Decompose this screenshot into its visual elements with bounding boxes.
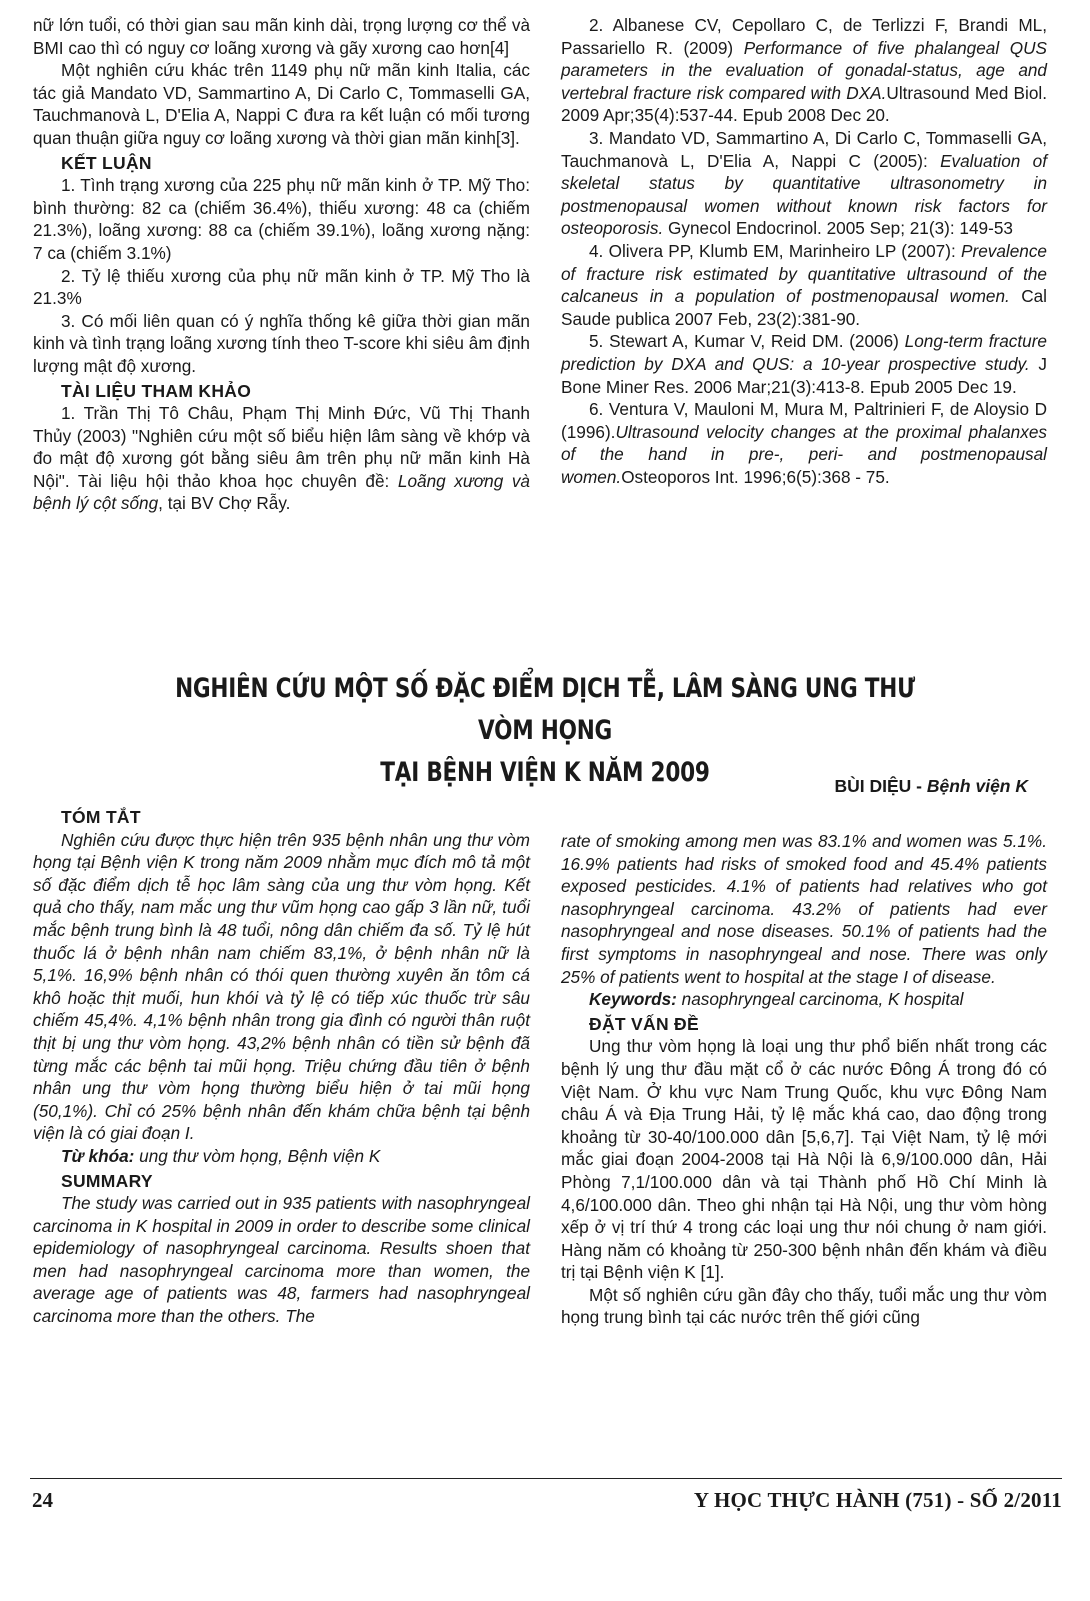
- summary-text-left: The study was carried out in 935 patients with nasophryngeal carcinoma in K hospital in 2009 in order to describe some clinical epidemiology of nasophryngeal carcinoma. Results shoen that men had nasophryngeal carcinoma more than women, the average age of patients was 48, farmers had nasophryngeal carcinoma more than the others. The: [33, 1193, 530, 1327]
- keywords-vi: [33, 1145, 530, 1168]
- article-author: [834, 776, 1028, 797]
- keywords-vi-text: ung thư vòm họng, Bệnh viện K: [134, 1145, 381, 1166]
- reference-1: 1. Trần Thị Tô Châu, Phạm Thị Minh Đức, Vũ Thị Thanh Thủy (2003) "Nghiên cứu một số biểu hiện lâm sàng về khớp và đo mật độ xương gót bằng siêu âm trên phụ nữ mãn kinh Hà Nội". Tài liệu hội thảo khoa học chuyên đề: Loãng xương và bệnh lý cột sống, tại BV Chợ Rẫy.: [33, 403, 530, 514]
- keywords-vi-label: Từ khóa:: [61, 1145, 135, 1166]
- author-name: BÙI DIỆU -: [834, 776, 927, 796]
- prev-paragraph-1: nữ lớn tuổi, có thời gian sau mãn kinh dài, trọng lượng cơ thể và BMI cao thì có nguy cơ loãng xương và gãy xương cao hơn[4]: [33, 15, 530, 58]
- reference-4: 4. Olivera PP, Klumb EM, Marinheiro LP (2007): Prevalence of fracture risk estimated by quantitative ultrasound of the calcaneus in a population of postmenopausal women. Cal Saude publica 2007 Feb, 23(2):381-90.: [561, 240, 1047, 329]
- prev-paragraph-2: Một nghiên cứu khác trên 1149 phụ nữ mãn kinh Italia, các tác giả Mandato VD, Sammartino A, Di Carlo C, Tommaselli GA, Tauchmanovà L, D'Elia A, Nappi C đưa ra kết luận có mối tương quan thuận giữa nguy cơ loãng xương và thời gian mãn kinh[3].: [33, 60, 530, 148]
- reference-6: 6. Ventura V, Mauloni M, Mura M, Paltrinieri F, de Aloysio D (1996).Ultrasound velocity changes at the proximal phalanxes of the hand in pre-, peri- and postmenopausal women.Osteoporos Int. 1996;6(5):368 - 75.: [561, 399, 1047, 487]
- conclusion-item-3: 3. Có mối liên quan có ý nghĩa thống kê giữa thời gian mãn kinh và tình trạng loãng xương tính theo T-score khi siêu âm định lượng mật độ xương.: [33, 310, 530, 376]
- prev-article-left-column: [33, 14, 530, 515]
- article-left-column: [33, 804, 530, 1328]
- references-heading: TÀI LIỆU THAM KHẢO: [61, 380, 252, 401]
- author-affiliation: Bệnh viện K: [926, 776, 1028, 796]
- journal-name: Y HỌC THỰC HÀNH (751) - SỐ 2/2011: [693, 1488, 1062, 1512]
- footer-rule: [30, 1478, 1062, 1479]
- keywords-en-label: Keywords:: [589, 989, 677, 1010]
- conclusion-heading: KẾT LUẬN: [61, 152, 152, 173]
- article-right-column: [561, 830, 1047, 1329]
- abstract-vi-text: Nghiên cứu được thực hiện trên 935 bệnh nhân ung thư vòm họng tại Bệnh viện K trong năm 2009 nhằm mục đích mô tả một số đặc điểm dịch tễ học lâm sàng của ung thư vòm họng. Kết quả cho thấy, nam mắc ung thư vũm họng cao gấp 3 lần nữ, tuổi mắc bệnh trung bình là 48 tuổi, nông dân chiếm đa số. Tỷ lệ hút thuốc lá ở bệnh nhân nam chiếm 83,1%, ở bệnh nhân nữ là 5,1%. 16,9% bệnh nhân có thói quen thường xuyên ăn tôm cá khô hoặc thịt muối, hun khói và tỷ lệ có tiếp xúc thuốc trừ sâu chiếm 45,4%. 4,1% bệnh nhân trong gia đình có người thân ruột thịt bị ung thư vòm họng. 43,2% bệnh nhân có tiền sử bệnh đã từng mắc các bệnh tai mũi họng. Triệu chứng đầu tiên ở bệnh nhân ung thư vòm họng thường biểu hiện ở tai mũi họng (50,1%). Chỉ có 25% bệnh nhân đến khám chữa bệnh tại bệnh viện là có giai đoạn I.: [33, 829, 530, 1144]
- reference-3: 3. Mandato VD, Sammartino A, Di Carlo C, Tommaselli GA, Tauchmanovà L, D'Elia A, Nappi C (2005): Evaluation of skeletal status by quantitative ultrasonometry in postmenopausal women without known risk factors for osteoporosis. Gynecol Endocrinol. 2005 Sep; 21(3): 149-53: [561, 127, 1047, 239]
- summary-heading: SUMMARY: [61, 1170, 153, 1191]
- intro-paragraph-2: Một số nghiên cứu gần đây cho thấy, tuổi mắc ung thư vòm họng trung bình tại các nước trên thế giới cũng: [561, 1284, 1047, 1328]
- keywords-en-text: nasophryngeal carcinoma, K hospital: [676, 989, 964, 1010]
- page-number: 24: [32, 1488, 53, 1512]
- conclusion-item-1: 1. Tình trạng xương của 225 phụ nữ mãn kinh ở TP. Mỹ Tho: bình thường: 82 ca (chiếm 36.4%), thiếu xương: 48 ca (chiếm 21.3%), loãng xương: 88 ca (chiếm 39.1%), loãng xương nặng: 7 ca (chiếm 3.1%): [33, 175, 530, 263]
- abstract-vi-heading: TÓM TẮT: [61, 807, 141, 827]
- keywords-en: [561, 988, 1047, 1011]
- reference-2: 2. Albanese CV, Cepollaro C, de Terlizzi F, Brandi ML, Passariello R. (2009) Performance of five phalangeal QUS parameters in the evaluation of gonadal-status, age and vertebral fracture risk compared with DXA.Ultrasound Med Biol. 2009 Apr;35(4):537-44. Epub 2008 Dec 20.: [561, 15, 1047, 126]
- intro-paragraph-1: Ung thư vòm họng là loại ung thư phổ biến nhất trong các bệnh lý ung thư đầu mặt cổ ở các nước Đông Á trong đó có Việt Nam. Ở khu vực Nam Trung Quốc, khu vực Đông Nam châu Á và Địa Trung Hải, tỷ lệ mắc khá cao, dao động trong khoảng từ 30-40/100.000 dân [5,6,7]. Tại Việt Nam, tỷ lệ mới mắc giai đoạn 2004-2008 tại Hà Nội là 6,9/100.000 dân, Hải Phòng 7,1/100.000 dân và tại Thành phố Hồ Chí Minh là 4,6/100.000 dân. Theo ghi nhận tại Hà Nội, ung thư vòm hòng xếp ở vị trí thứ 4 trong các loại ung thư nói chung ở nam giới. Hàng năm có khoảng từ 250-300 bệnh nhân đến khám và điều trị tại Bệnh viện K [1].: [561, 1036, 1047, 1283]
- article-title-line-1: NGHIÊN CỨU MỘT SỐ ĐẶC ĐIỂM DỊCH TỄ, LÂM SÀNG UNG THƯ VÒM HỌNG: [175, 673, 915, 746]
- article-title: [157, 668, 933, 794]
- intro-heading: ĐẶT VẤN ĐỀ: [589, 1013, 699, 1034]
- reference-5: 5. Stewart A, Kumar V, Reid DM. (2006) Long-term fracture prediction by DXA and QUS: a 10-year prospective study. J Bone Miner Res. 2006 Mar;21(3):413-8. Epub 2005 Dec 19.: [561, 331, 1047, 397]
- prev-article-right-column: [561, 14, 1047, 488]
- article-title-line-2: TẠI BỆNH VIỆN K NĂM 2009: [380, 757, 710, 788]
- summary-text-right: rate of smoking among men was 83.1% and women was 5.1%. 16.9% patients had risks of smoked food and 45.4% patients exposed pesticides. 4.1% of patients had relatives who got nasophryngeal carcinoma. 43.2% of patients had ever nasophryngeal and nose diseases. 50.1% of patients had the first symptoms in nasophryngeal and nose. There was only 25% of patients went to hospital at the stage I of disease.: [561, 831, 1047, 987]
- conclusion-item-2: 2. Tỷ lệ thiếu xương của phụ nữ mãn kinh ở TP. Mỹ Tho là 21.3%: [33, 265, 530, 309]
